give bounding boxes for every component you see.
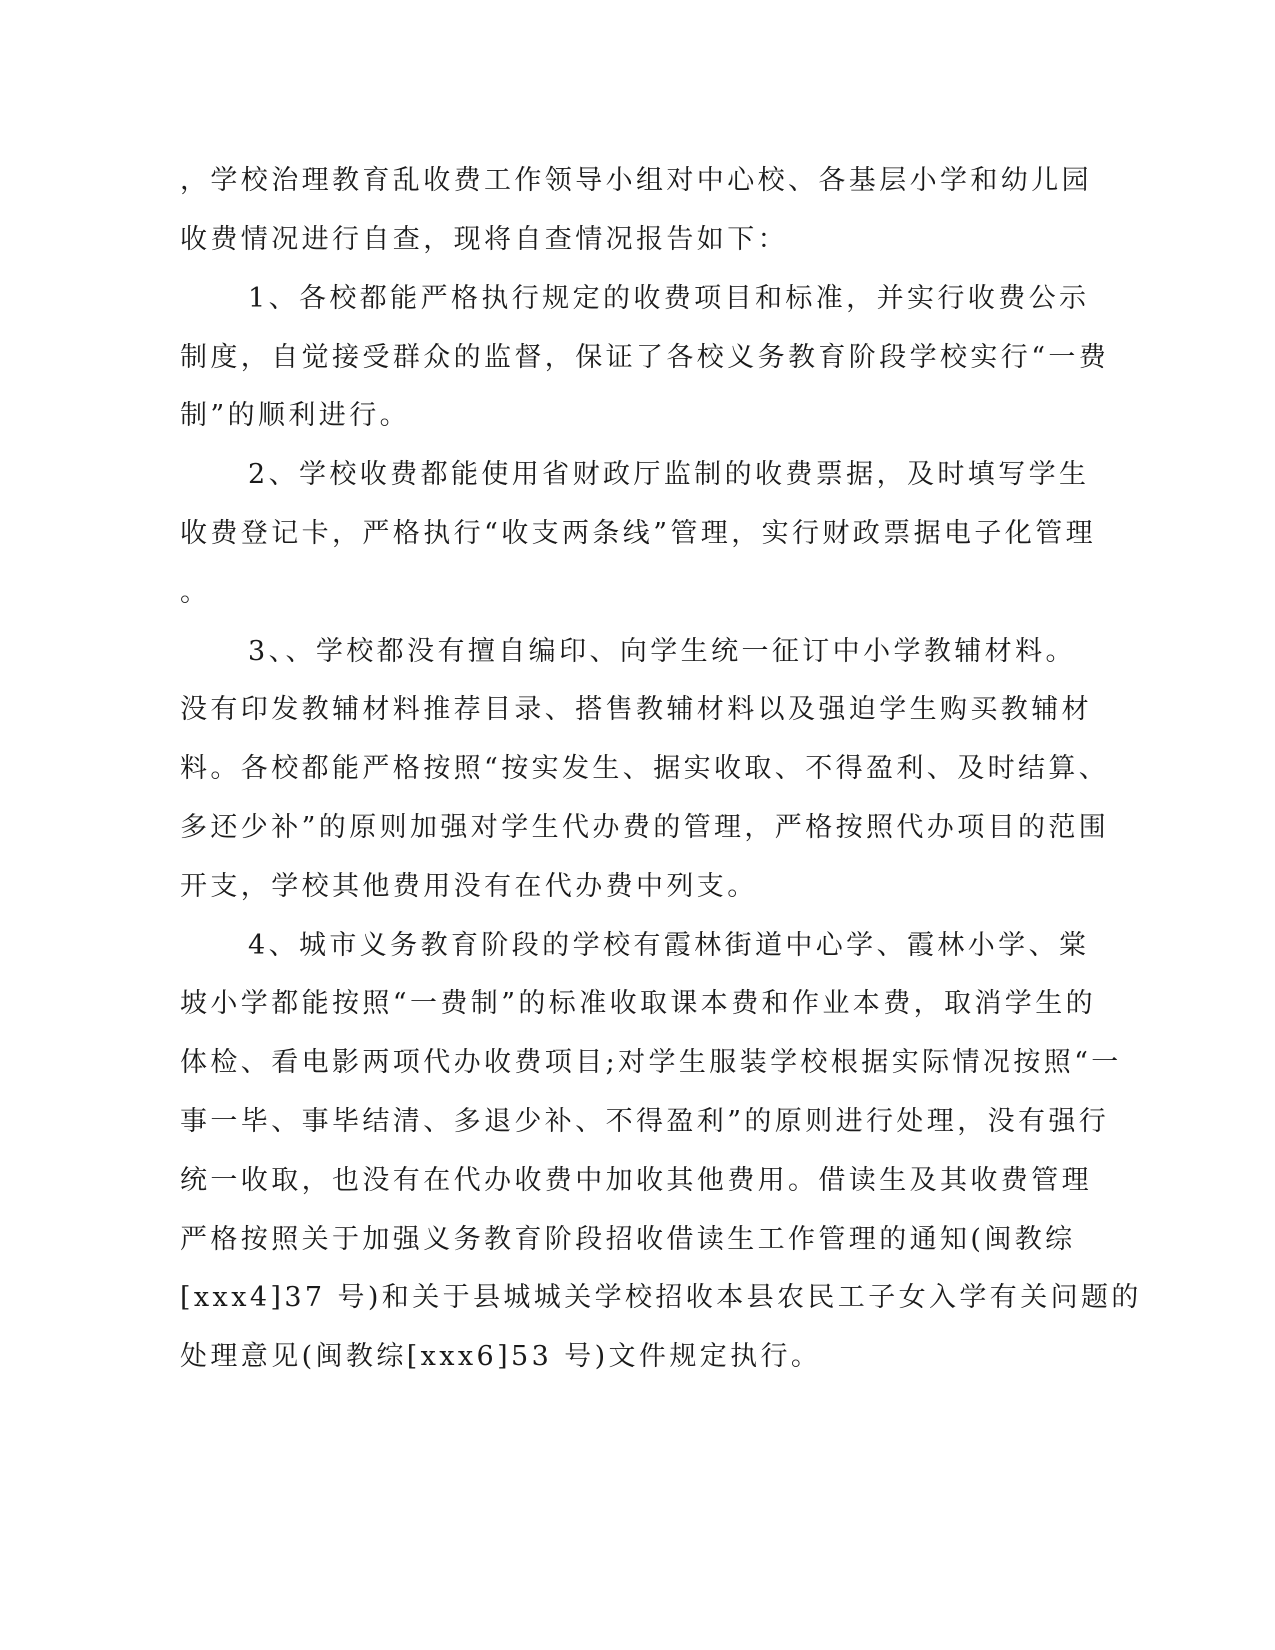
text-line: 统一收取，也没有在代办收费中加收其他费用。借读生及其收费管理 — [180, 1165, 1092, 1196]
paragraph-1-first-line: 1、各校都能严格执行规定的收费项目和标准，并实行收费公示 — [248, 283, 1090, 314]
text-line: [xxx4]37 号)和关于县城城关学校招收本县农民工子女入学有关问题的 — [180, 1282, 1142, 1313]
text-line: 体检、看电影两项代办收费项目;对学生服装学校根据实际情况按照“一 — [180, 1047, 1122, 1078]
text-line: ，学校治理教育乱收费工作领导小组对中心校、各基层小学和幼儿园 — [180, 165, 1092, 196]
text-line: 事一毕、事毕结清、多退少补、不得盈利”的原则进行处理，没有强行 — [180, 1106, 1110, 1137]
text-line: 收费情况进行自查，现将自查情况报告如下： — [180, 224, 788, 255]
text-line: 多还少补”的原则加强对学生代办费的管理，严格按照代办项目的范围 — [180, 812, 1110, 843]
paragraph-4-first-line: 4、城市义务教育阶段的学校有霞林街道中心学、霞林小学、棠 — [248, 930, 1090, 961]
text-line: 制度，自觉接受群众的监督，保证了各校义务教育阶段学校实行“一费 — [180, 342, 1110, 373]
text-line: 开支，学校其他费用没有在代办费中列支。 — [180, 871, 758, 902]
text-line: 坡小学都能按照“一费制”的标准收取课本费和作业本费，取消学生的 — [180, 988, 1097, 1019]
text-line: 严格按照关于加强义务教育阶段招收借读生工作管理的通知(闽教综 — [180, 1224, 1076, 1255]
text-line: 。 — [180, 577, 211, 608]
text-line: 没有印发教辅材料推荐目录、搭售教辅材料以及强迫学生购买教辅材 — [180, 694, 1092, 725]
text-line: 料。各校都能严格按照“按实发生、据实收取、不得盈利、及时结算、 — [180, 753, 1110, 784]
text-line: 收费登记卡，严格执行“收支两条线”管理，实行财政票据电子化管理 — [180, 518, 1097, 549]
text-line: 处理意见(闽教综[xxx6]53 号)文件规定执行。 — [180, 1341, 822, 1372]
paragraph-2-first-line: 2、学校收费都能使用省财政厅监制的收费票据，及时填写学生 — [248, 459, 1090, 490]
text-line: 制”的顺利进行。 — [180, 400, 411, 431]
paragraph-3-first-line: 3、、学校都没有擅自编印、向学生统一征订中小学教辅材料。 — [248, 636, 1076, 667]
